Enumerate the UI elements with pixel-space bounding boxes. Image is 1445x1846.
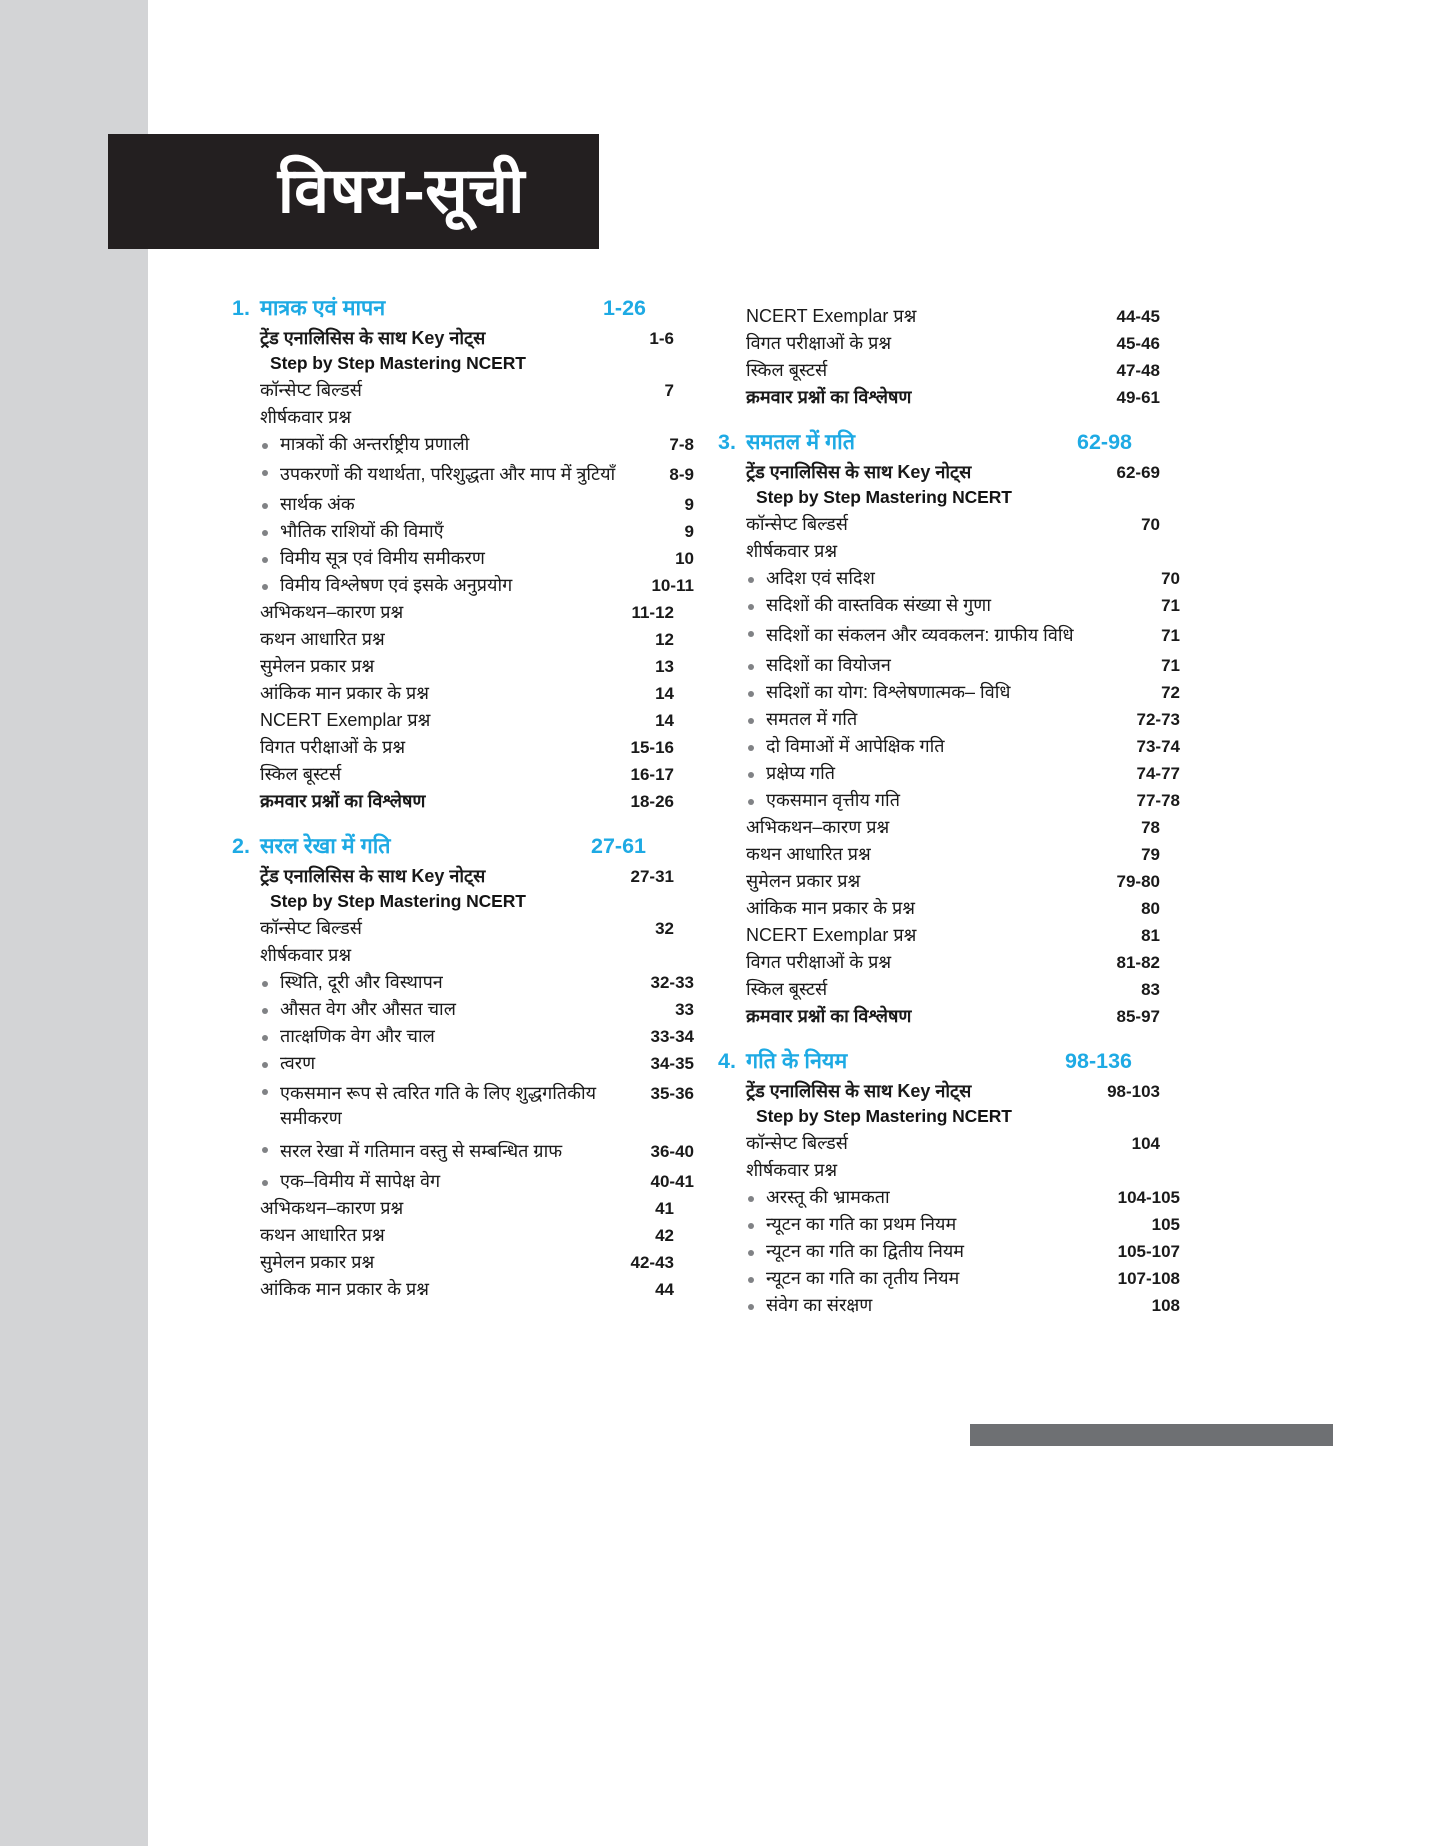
entry-page-number: 9 bbox=[684, 495, 694, 515]
entry-label: आंकिक मान प्रकार के प्रश्न bbox=[260, 1279, 430, 1300]
toc-entry[interactable] bbox=[718, 926, 1160, 944]
entry-label: कथन आधारित प्रश्न bbox=[746, 844, 871, 865]
step-by-step-mastering-ncert-label bbox=[232, 890, 684, 911]
toc-bullet-entry[interactable] bbox=[232, 495, 694, 513]
entry-label: Step by Step Mastering NCERT bbox=[756, 1105, 1012, 1126]
entry-page-number: 11-12 bbox=[631, 603, 674, 623]
entry-label: उपकरणों की यथार्थता, परिशुद्धता और माप में त्रुटियाँ bbox=[280, 464, 616, 484]
bullet-dot-icon bbox=[262, 557, 268, 563]
bullet-dot-icon bbox=[262, 530, 268, 536]
toc-entry[interactable] bbox=[718, 463, 1160, 481]
entry-label: सरल रेखा में गतिमान वस्तु से सम्बन्धित ग्राफ bbox=[280, 1140, 563, 1161]
toc-bullet-entry[interactable] bbox=[232, 1054, 694, 1072]
toc-bullet-entry[interactable] bbox=[718, 1296, 1180, 1314]
entry-label: सुमेलन प्रकार प्रश्न bbox=[746, 871, 861, 892]
entry-page-number: 73-74 bbox=[1136, 737, 1180, 757]
toc-entry[interactable] bbox=[718, 953, 1160, 971]
entry-page-number: 12 bbox=[655, 630, 674, 650]
entry-page-number: 35-36 bbox=[650, 1084, 694, 1104]
entry-page-number: 15-16 bbox=[630, 738, 674, 758]
entry-page-number: 7 bbox=[664, 381, 674, 400]
toc-column-2 bbox=[718, 298, 1180, 1316]
entry-page-number: 9 bbox=[684, 522, 694, 542]
entry-page-number: 41 bbox=[655, 1199, 674, 1219]
entry-page-number: 7-8 bbox=[669, 435, 694, 454]
chapter-page-range: 98-136 bbox=[1065, 1049, 1132, 1074]
toc-bullet-entry[interactable] bbox=[232, 1172, 694, 1190]
entry-page-number: 108 bbox=[1151, 1296, 1180, 1316]
chapter-heading[interactable] bbox=[232, 298, 646, 320]
entry-label: विगत परीक्षाओं के प्रश्न bbox=[746, 952, 892, 973]
toc-entry[interactable] bbox=[718, 1161, 1160, 1179]
entry-page-number: 104-105 bbox=[1117, 1188, 1180, 1208]
toc-bullet-entry[interactable] bbox=[718, 656, 1180, 674]
entry-page-number: 8-9 bbox=[669, 465, 694, 484]
entry-label: त्वरण bbox=[280, 1053, 316, 1074]
entry-page-number: 47-48 bbox=[1116, 361, 1160, 380]
entry-label: अदिश एवं सदिश bbox=[766, 568, 875, 588]
entry-label: कथन आधारित प्रश्न bbox=[260, 1225, 385, 1246]
page-title-banner bbox=[108, 134, 599, 249]
entry-label: सदिशों का वियोजन bbox=[766, 655, 891, 676]
entry-label: औसत वेग और औसत चाल bbox=[280, 999, 456, 1020]
entry-label: क्रमवार प्रश्नों का विश्लेषण bbox=[746, 387, 912, 407]
table-of-contents bbox=[232, 298, 1362, 1314]
entry-label: समतल में गति bbox=[766, 709, 858, 730]
entry-label: स्किल बूस्टर्स bbox=[260, 764, 342, 785]
entry-label: विगत परीक्षाओं के प्रश्न bbox=[746, 333, 892, 353]
toc-bullet-entry[interactable] bbox=[232, 549, 694, 567]
chapter-title: गति के नियम bbox=[746, 1049, 848, 1074]
toc-entry[interactable] bbox=[232, 1199, 674, 1217]
entry-label: क्रमवार प्रश्नों का विश्लेषण bbox=[746, 1006, 912, 1027]
entry-label: Step by Step Mastering NCERT bbox=[756, 486, 1012, 507]
entry-label: अभिकथन–कारण प्रश्न bbox=[260, 602, 404, 623]
entry-page-number: 71 bbox=[1161, 596, 1180, 615]
toc-entry[interactable] bbox=[718, 1082, 1160, 1100]
toc-entry[interactable] bbox=[718, 980, 1160, 998]
toc-entry[interactable] bbox=[232, 738, 674, 756]
toc-entry[interactable] bbox=[232, 603, 674, 621]
entry-page-number: 79-80 bbox=[1116, 872, 1160, 892]
toc-entry[interactable] bbox=[718, 361, 1160, 379]
entry-label: विमीय विश्लेषण एवं इसके अनुप्रयोग bbox=[280, 575, 513, 596]
entry-label: सुमेलन प्रकार प्रश्न bbox=[260, 1252, 375, 1273]
toc-bullet-entry[interactable] bbox=[232, 435, 694, 453]
bullet-dot-icon bbox=[748, 577, 754, 583]
toc-column-1 bbox=[232, 296, 694, 1314]
toc-bullet-entry[interactable] bbox=[718, 1215, 1180, 1233]
toc-entry[interactable] bbox=[232, 1280, 674, 1298]
toc-bullet-entry[interactable] bbox=[232, 522, 694, 540]
entry-page-number: 80 bbox=[1141, 899, 1160, 919]
step-by-step-mastering-ncert-label bbox=[718, 486, 1170, 507]
entry-page-number: 27-31 bbox=[630, 866, 674, 886]
toc-bullet-entry[interactable] bbox=[718, 1269, 1180, 1287]
entry-label: ट्रेंड एनालिसिस के साथ Key नोट्स bbox=[260, 327, 486, 348]
toc-entry[interactable] bbox=[232, 946, 674, 964]
bottom-accent-bar bbox=[970, 1424, 1333, 1446]
bullet-dot-icon bbox=[748, 1250, 754, 1256]
entry-label: Step by Step Mastering NCERT bbox=[270, 890, 526, 911]
entry-label: न्यूटन का गति का तृतीय नियम bbox=[766, 1268, 960, 1289]
bullet-dot-icon bbox=[748, 772, 754, 778]
bullet-dot-icon bbox=[748, 604, 754, 610]
chapter-number: 4. bbox=[718, 1049, 736, 1074]
entry-label: न्यूटन का गति का द्वितीय नियम bbox=[766, 1241, 965, 1262]
entry-page-number: 44 bbox=[655, 1280, 674, 1300]
entry-label: न्यूटन का गति का प्रथम नियम bbox=[766, 1214, 957, 1235]
bullet-dot-icon bbox=[262, 1035, 268, 1041]
toc-bullet-entry[interactable] bbox=[718, 764, 1180, 782]
entry-label: ट्रेंड एनालिसिस के साथ Key नोट्स bbox=[260, 865, 486, 886]
toc-bullet-entry[interactable] bbox=[718, 569, 1180, 587]
entry-page-number: 72 bbox=[1161, 683, 1180, 703]
entry-label: Step by Step Mastering NCERT bbox=[270, 352, 526, 373]
bullet-dot-icon bbox=[748, 718, 754, 724]
entry-page-number: 36-40 bbox=[650, 1141, 694, 1161]
bullet-dot-icon bbox=[748, 745, 754, 751]
toc-entry[interactable] bbox=[718, 388, 1160, 406]
entry-label: NCERT Exemplar प्रश्न bbox=[746, 925, 917, 946]
entry-page-number: 81-82 bbox=[1116, 953, 1160, 973]
step-by-step-mastering-ncert-label bbox=[232, 352, 684, 373]
toc-bullet-entry[interactable] bbox=[718, 1242, 1180, 1260]
toc-bullet-entry[interactable] bbox=[718, 596, 1180, 614]
entry-label: कॉन्सेप्ट बिल्डर्स bbox=[746, 514, 848, 534]
entry-label: क्रमवार प्रश्नों का विश्लेषण bbox=[260, 791, 426, 812]
toc-entry[interactable] bbox=[232, 684, 674, 702]
entry-page-number: 105-107 bbox=[1117, 1242, 1180, 1262]
entry-page-number: 45-46 bbox=[1116, 334, 1160, 353]
chapter-title: सरल रेखा में गति bbox=[260, 834, 391, 859]
entry-page-number: 77-78 bbox=[1136, 791, 1180, 811]
toc-bullet-entry[interactable] bbox=[232, 576, 694, 594]
bullet-dot-icon bbox=[262, 1062, 268, 1068]
entry-label: NCERT Exemplar प्रश्न bbox=[260, 710, 431, 731]
chapter-number: 1. bbox=[232, 296, 250, 320]
entry-page-number: 81 bbox=[1141, 926, 1160, 946]
entry-page-number: 72-73 bbox=[1136, 710, 1180, 730]
entry-label: सार्थक अंक bbox=[280, 494, 355, 515]
entry-label: प्रक्षेप्य गति bbox=[766, 763, 836, 784]
bullet-dot-icon bbox=[262, 1089, 268, 1095]
toc-entry[interactable] bbox=[718, 845, 1160, 863]
bullet-dot-icon bbox=[262, 1180, 268, 1186]
toc-entry[interactable] bbox=[232, 329, 674, 347]
entry-label: NCERT Exemplar प्रश्न bbox=[746, 306, 917, 326]
entry-page-number: 32-33 bbox=[650, 973, 694, 993]
chapter-title: समतल में गति bbox=[746, 430, 855, 454]
entry-label: कथन आधारित प्रश्न bbox=[260, 629, 385, 650]
page-title: विषय-सूची bbox=[277, 156, 525, 226]
entry-label: तात्क्षणिक वेग और चाल bbox=[280, 1026, 435, 1047]
entry-page-number: 83 bbox=[1141, 980, 1160, 1000]
toc-entry[interactable] bbox=[718, 899, 1160, 917]
toc-entry[interactable] bbox=[718, 307, 1160, 325]
toc-entry[interactable] bbox=[232, 1226, 674, 1244]
toc-bullet-entry[interactable] bbox=[232, 1139, 694, 1163]
entry-label: अभिकथन–कारण प्रश्न bbox=[260, 1198, 404, 1219]
entry-label: एकसमान वृत्तीय गति bbox=[766, 790, 900, 811]
bullet-dot-icon bbox=[748, 664, 754, 670]
entry-page-number: 105 bbox=[1151, 1215, 1180, 1235]
entry-label: एक–विमीय में सापेक्ष वेग bbox=[280, 1171, 441, 1192]
entry-page-number: 107-108 bbox=[1117, 1269, 1180, 1289]
entry-label: अरस्तू की भ्रामकता bbox=[766, 1187, 890, 1208]
toc-bullet-entry[interactable] bbox=[718, 623, 1180, 647]
toc-entry[interactable] bbox=[232, 408, 674, 426]
entry-page-number: 16-17 bbox=[630, 765, 674, 785]
toc-bullet-entry[interactable] bbox=[718, 1188, 1180, 1206]
chapter-page-range: 27-61 bbox=[591, 834, 646, 859]
entry-label: स्थिति, दूरी और विस्थापन bbox=[280, 972, 443, 993]
entry-page-number: 33-34 bbox=[650, 1027, 694, 1047]
entry-label: एकसमान रूप से त्वरित गति के लिए शुद्धगतिकीय समीकरण bbox=[280, 1083, 597, 1128]
toc-bullet-entry[interactable] bbox=[718, 791, 1180, 809]
bullet-dot-icon bbox=[262, 584, 268, 590]
bullet-dot-icon bbox=[262, 470, 268, 476]
bullet-dot-icon bbox=[262, 443, 268, 449]
bullet-dot-icon bbox=[262, 1147, 268, 1153]
entry-label: शीर्षकवार प्रश्न bbox=[260, 945, 352, 966]
entry-page-number: 40-41 bbox=[650, 1172, 694, 1192]
bullet-dot-icon bbox=[748, 799, 754, 805]
entry-label: सुमेलन प्रकार प्रश्न bbox=[260, 656, 375, 677]
entry-label: स्किल बूस्टर्स bbox=[746, 979, 828, 1000]
toc-entry[interactable] bbox=[718, 334, 1160, 352]
entry-page-number: 71 bbox=[1161, 656, 1180, 676]
entry-label: कॉन्सेप्ट बिल्डर्स bbox=[746, 1133, 848, 1154]
entry-label: विमीय सूत्र एवं विमीय समीकरण bbox=[280, 548, 485, 569]
entry-page-number: 33 bbox=[675, 1000, 694, 1020]
step-by-step-mastering-ncert-label bbox=[718, 1105, 1170, 1126]
entry-label: ट्रेंड एनालिसिस के साथ Key नोट्स bbox=[746, 1080, 972, 1101]
toc-entry[interactable] bbox=[232, 919, 674, 937]
entry-page-number: 62-69 bbox=[1116, 462, 1160, 482]
entry-page-number: 74-77 bbox=[1136, 764, 1180, 784]
entry-page-number: 104 bbox=[1131, 1134, 1160, 1154]
bullet-dot-icon bbox=[748, 1196, 754, 1202]
chapter-heading[interactable] bbox=[232, 836, 646, 858]
entry-page-number: 85-97 bbox=[1116, 1007, 1160, 1027]
entry-label: भौतिक राशियों की विमाएँ bbox=[280, 521, 444, 542]
toc-bullet-entry[interactable] bbox=[232, 1027, 694, 1045]
entry-page-number: 34-35 bbox=[650, 1054, 694, 1074]
entry-page-number: 10-11 bbox=[651, 576, 694, 596]
entry-page-number: 70 bbox=[1141, 515, 1160, 534]
chapter-page-range: 1-26 bbox=[602, 296, 646, 320]
bullet-dot-icon bbox=[262, 981, 268, 987]
bullet-dot-icon bbox=[262, 503, 268, 509]
toc-entry[interactable] bbox=[232, 381, 674, 399]
entry-label: स्किल बूस्टर्स bbox=[746, 360, 828, 380]
entry-label: शीर्षकवार प्रश्न bbox=[260, 407, 352, 427]
bullet-dot-icon bbox=[748, 1277, 754, 1283]
entry-page-number: 42-43 bbox=[630, 1253, 674, 1273]
toc-entry[interactable] bbox=[718, 818, 1160, 836]
entry-label: शीर्षकवार प्रश्न bbox=[746, 1160, 838, 1181]
entry-page-number: 42 bbox=[655, 1226, 674, 1246]
toc-entry[interactable] bbox=[718, 872, 1160, 890]
toc-entry[interactable] bbox=[232, 711, 674, 729]
toc-entry[interactable] bbox=[232, 792, 674, 810]
entry-label: शीर्षकवार प्रश्न bbox=[746, 541, 838, 561]
toc-bullet-entry[interactable] bbox=[232, 462, 694, 486]
entry-page-number: 32 bbox=[655, 919, 674, 939]
chapter-heading[interactable] bbox=[718, 1051, 1132, 1073]
toc-bullet-entry[interactable] bbox=[232, 973, 694, 991]
entry-page-number: 44-45 bbox=[1116, 307, 1160, 326]
entry-label: ट्रेंड एनालिसिस के साथ Key नोट्स bbox=[746, 461, 972, 482]
bullet-dot-icon bbox=[748, 691, 754, 697]
entry-page-number: 14 bbox=[655, 711, 674, 731]
entry-label: सदिशों की वास्तविक संख्या से गुणा bbox=[766, 595, 991, 615]
entry-page-number: 14 bbox=[655, 684, 674, 704]
toc-entry[interactable] bbox=[232, 657, 674, 675]
entry-page-number: 10 bbox=[675, 549, 694, 569]
toc-bullet-entry[interactable] bbox=[718, 710, 1180, 728]
toc-entry[interactable] bbox=[232, 630, 674, 648]
entry-label: कॉन्सेप्ट बिल्डर्स bbox=[260, 918, 362, 939]
entry-page-number: 13 bbox=[655, 657, 674, 677]
entry-label: सदिशों का संकलन और व्यवकलन: ग्राफीय विधि bbox=[766, 625, 1074, 645]
entry-label: आंकिक मान प्रकार के प्रश्न bbox=[746, 898, 916, 919]
entry-label: सदिशों का योग: विश्लेषणात्मक– विधि bbox=[766, 682, 1011, 703]
toc-entry[interactable] bbox=[718, 542, 1160, 560]
entry-page-number: 71 bbox=[1161, 626, 1180, 645]
toc-bullet-entry[interactable] bbox=[232, 1081, 694, 1130]
chapter-number: 2. bbox=[232, 834, 250, 859]
entry-label: अभिकथन–कारण प्रश्न bbox=[746, 817, 890, 838]
bullet-dot-icon bbox=[262, 1008, 268, 1014]
toc-entry[interactable] bbox=[232, 867, 674, 885]
toc-entry[interactable] bbox=[232, 765, 674, 783]
entry-page-number: 79 bbox=[1141, 845, 1160, 865]
chapter-page-range: 62-98 bbox=[1077, 430, 1132, 454]
page-left-gutter bbox=[0, 0, 148, 1846]
entry-page-number: 70 bbox=[1161, 569, 1180, 588]
chapter-number: 3. bbox=[718, 430, 736, 454]
entry-page-number: 98-103 bbox=[1107, 1081, 1160, 1101]
entry-label: मात्रकों की अन्तर्राष्ट्रीय प्रणाली bbox=[280, 434, 470, 454]
entry-page-number: 78 bbox=[1141, 818, 1160, 838]
bullet-dot-icon bbox=[748, 1304, 754, 1310]
toc-entry[interactable] bbox=[232, 1253, 674, 1271]
toc-entry[interactable] bbox=[718, 1007, 1160, 1025]
entry-label: विगत परीक्षाओं के प्रश्न bbox=[260, 737, 406, 758]
bullet-dot-icon bbox=[748, 1223, 754, 1229]
toc-bullet-entry[interactable] bbox=[718, 683, 1180, 701]
entry-page-number: 18-26 bbox=[630, 792, 674, 812]
toc-bullet-entry[interactable] bbox=[232, 1000, 694, 1018]
bullet-dot-icon bbox=[748, 631, 754, 637]
entry-label: आंकिक मान प्रकार के प्रश्न bbox=[260, 683, 430, 704]
toc-entry[interactable] bbox=[718, 1134, 1160, 1152]
chapter-heading[interactable] bbox=[718, 432, 1132, 454]
entry-page-number: 1-6 bbox=[649, 328, 674, 348]
entry-page-number: 49-61 bbox=[1116, 388, 1160, 407]
toc-bullet-entry[interactable] bbox=[718, 737, 1180, 755]
toc-entry[interactable] bbox=[718, 515, 1160, 533]
entry-label: कॉन्सेप्ट बिल्डर्स bbox=[260, 380, 362, 400]
entry-label: दो विमाओं में आपेक्षिक गति bbox=[766, 736, 945, 757]
chapter-title: मात्रक एवं मापन bbox=[260, 296, 386, 320]
entry-label: संवेग का संरक्षण bbox=[766, 1295, 873, 1316]
